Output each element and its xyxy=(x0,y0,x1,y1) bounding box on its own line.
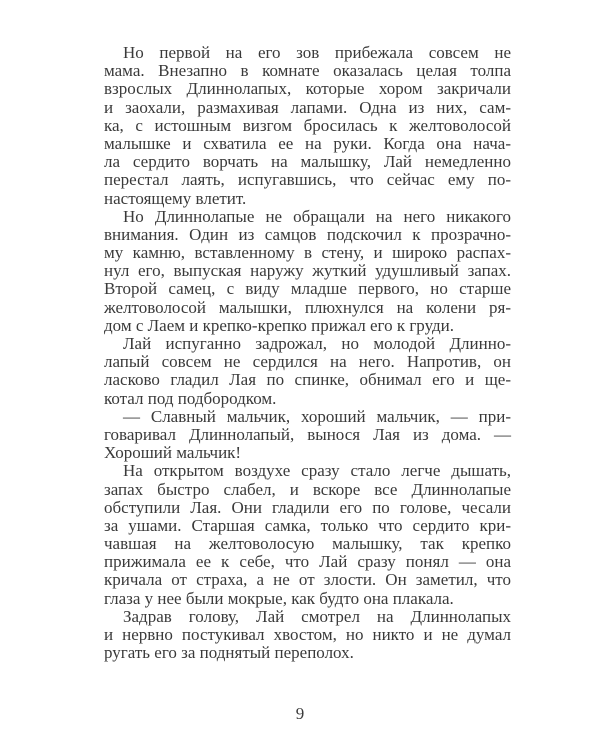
text-line: и нервно постукивал хвостом, но никто и не думал xyxy=(104,625,511,644)
text-line: му камню, вставленному в стену, и широко распах- xyxy=(104,243,511,263)
text-line: лапый совсем не сердился на него. Напротив, он xyxy=(104,352,511,372)
paragraph xyxy=(104,44,511,208)
text-line: глаза у нее были мокрые, как будто она плакала. xyxy=(104,588,454,608)
text-line: малышке и схватила ее на руки. Когда она нача- xyxy=(104,133,511,153)
paragraph xyxy=(104,208,511,335)
text-line: запах быстро слабел, и вскоре все Длиннолапые xyxy=(104,479,511,499)
text-line: — Славный мальчик, хороший мальчик, — при- xyxy=(123,406,511,426)
text-line: котал под подбородком. xyxy=(104,388,277,408)
text-line: и заохали, размахивая лапами. Одна из них, сам- xyxy=(104,97,511,117)
paragraph xyxy=(104,335,511,408)
text-line: Хороший мальчик! xyxy=(104,443,242,463)
text-line: На открытом воздухе сразу стало легче дышать, xyxy=(123,461,511,481)
text-line: нул его, выпуская наружу жуткий удушливый запах. xyxy=(104,261,511,281)
paragraph xyxy=(104,608,511,663)
text-line: Второй самец, с виду младше первого, но старше xyxy=(104,279,511,299)
text-line: перестал лаять, испугавшись, что сейчас ему по- xyxy=(104,170,511,190)
text-line: желтоволосой малышки, плюхнулся на колени ря- xyxy=(104,297,511,317)
text-line: за ушами. Старшая самка, только что сердито кри- xyxy=(104,515,511,535)
text-line: мама. Внезапно в комнате оказалась целая толпа xyxy=(104,61,511,81)
text-line: ла сердито ворчать на малышку, Лай немедленно xyxy=(104,152,511,172)
paragraph xyxy=(104,408,511,463)
text-line: прижимала ее к себе, что Лай сразу понял — она xyxy=(104,552,511,572)
text-line: взрослых Длиннолапых, которые хором закричали xyxy=(104,79,511,99)
paragraph xyxy=(104,462,511,608)
text-line: ласково гладил Лая по спинке, обнимал его и ще- xyxy=(104,370,511,390)
text-line: говаривал Длиннолапый, вынося Лая из дома. — xyxy=(104,424,511,444)
text-line: настоящему влетит. xyxy=(104,188,247,208)
page-body-text xyxy=(104,44,511,662)
text-line: ка, с истошным визгом бросилась к желтоволосой xyxy=(104,115,511,135)
text-line: обступили Лая. Они гладили его по голове, чесали xyxy=(104,497,511,517)
page-number: 9 xyxy=(295,704,305,723)
text-line: Но Длиннолапые не обращали на него никакого xyxy=(123,206,511,226)
text-line: Задрав голову, Лай смотрел на Длиннолапых xyxy=(123,606,511,626)
text-line: дом с Лаем и крепко-крепко прижал его к груди. xyxy=(104,315,455,335)
text-line: внимания. Один из самцов подскочил к прозрачно- xyxy=(104,224,511,244)
text-line: кричала от страха, а не от злости. Он заметил, что xyxy=(104,570,511,590)
text-line: ругать его за поднятый переполох. xyxy=(104,643,354,663)
text-line: Но первой на его зов прибежала совсем не xyxy=(123,43,511,62)
text-line: Лай испуганно задрожал, но молодой Длинно- xyxy=(123,334,511,353)
text-line: чавшая на желтоволосую малышку, так крепко xyxy=(104,534,511,554)
